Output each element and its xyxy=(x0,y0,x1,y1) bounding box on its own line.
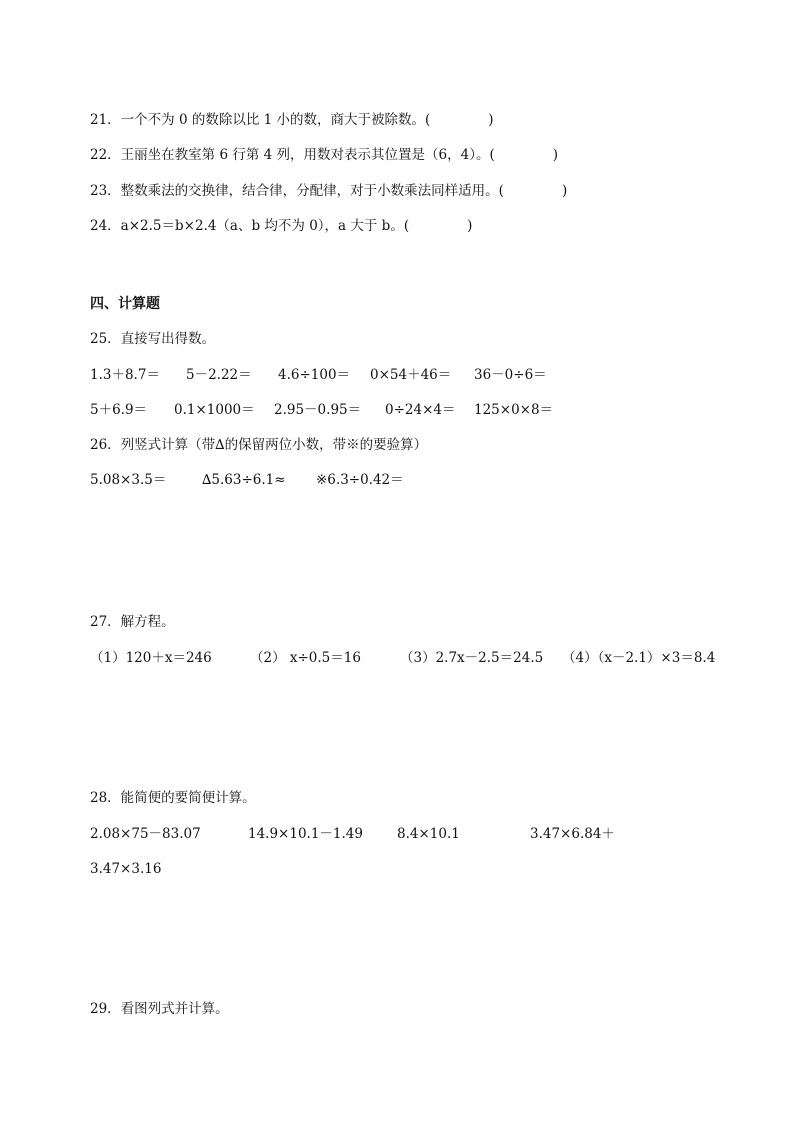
q27-item: （2） x÷0.5＝16 xyxy=(250,650,361,666)
q25-item: 0÷24×4＝ xyxy=(385,402,456,418)
q26-item: ∆5.63÷6.1≈ xyxy=(202,472,286,488)
q25-item: 2.95－0.95＝ xyxy=(274,402,362,418)
question-24-close: ) xyxy=(467,218,473,234)
q25-item: 0×54＋46＝ xyxy=(370,367,452,383)
question-23-close: ) xyxy=(561,183,568,199)
section-heading: 四、计算题 xyxy=(90,296,160,312)
q25-item: 125×0×8＝ xyxy=(474,402,554,418)
question-21 xyxy=(90,111,494,129)
q27-item: （3）2.7x－2.5＝24.5 xyxy=(400,650,544,666)
question-24-text: 24．a×2.5＝b×2.4（a、b 均不为 0），a 大于 b。( xyxy=(90,218,410,234)
question-27-title: 27．解方程。 xyxy=(90,614,175,630)
q26-item: 5.08×3.5＝ xyxy=(90,472,167,488)
question-21-close: ) xyxy=(488,112,494,128)
q25-item: 4.6÷100＝ xyxy=(278,367,351,383)
q28-item: 2.08×75－83.07 xyxy=(90,826,201,842)
q25-item: 5＋6.9＝ xyxy=(90,402,148,418)
question-28-title: 28．能简便的要简便计算。 xyxy=(90,790,256,806)
q25-item: 36－0÷6＝ xyxy=(474,367,547,383)
q26-item: ※6.3÷0.42＝ xyxy=(316,472,404,488)
question-29-title: 29．看图列式并计算。 xyxy=(90,1001,229,1017)
question-22-text: 22．王丽坐在教室第 6 行第 4 列，用数对表示其位置是（6，4）。( xyxy=(90,147,495,163)
q27-item: （4）（x－2.1）×3＝8.4 xyxy=(562,650,716,666)
question-23 xyxy=(90,182,567,200)
question-23-text: 23．整数乘法的交换律，结合律，分配律，对于小数乘法同样适用。( xyxy=(90,183,504,199)
q25-item: 5－2.22＝ xyxy=(186,367,252,383)
q28-item: 3.47×6.84＋ xyxy=(530,826,615,842)
q28-item-wrap: 3.47×3.16 xyxy=(90,861,162,877)
question-22 xyxy=(90,146,558,164)
question-26-title: 26．列竖式计算（带∆的保留两位小数，带※的要验算） xyxy=(90,437,428,453)
question-22-close: ) xyxy=(552,147,558,163)
q25-item: 0.1×1000＝ xyxy=(174,402,255,418)
q25-item: 1.3＋8.7＝ xyxy=(90,367,160,383)
question-24 xyxy=(90,217,472,235)
question-21-text: 21．一个不为 0 的数除以比 1 小的数，商大于被除数。( xyxy=(90,112,431,128)
question-25-title: 25．直接写出得数。 xyxy=(90,331,216,347)
q28-item: 8.4×10.1 xyxy=(397,826,460,842)
q27-item: （1）120＋x＝246 xyxy=(90,650,212,666)
q28-item: 14.9×10.1－1.49 xyxy=(248,826,363,842)
